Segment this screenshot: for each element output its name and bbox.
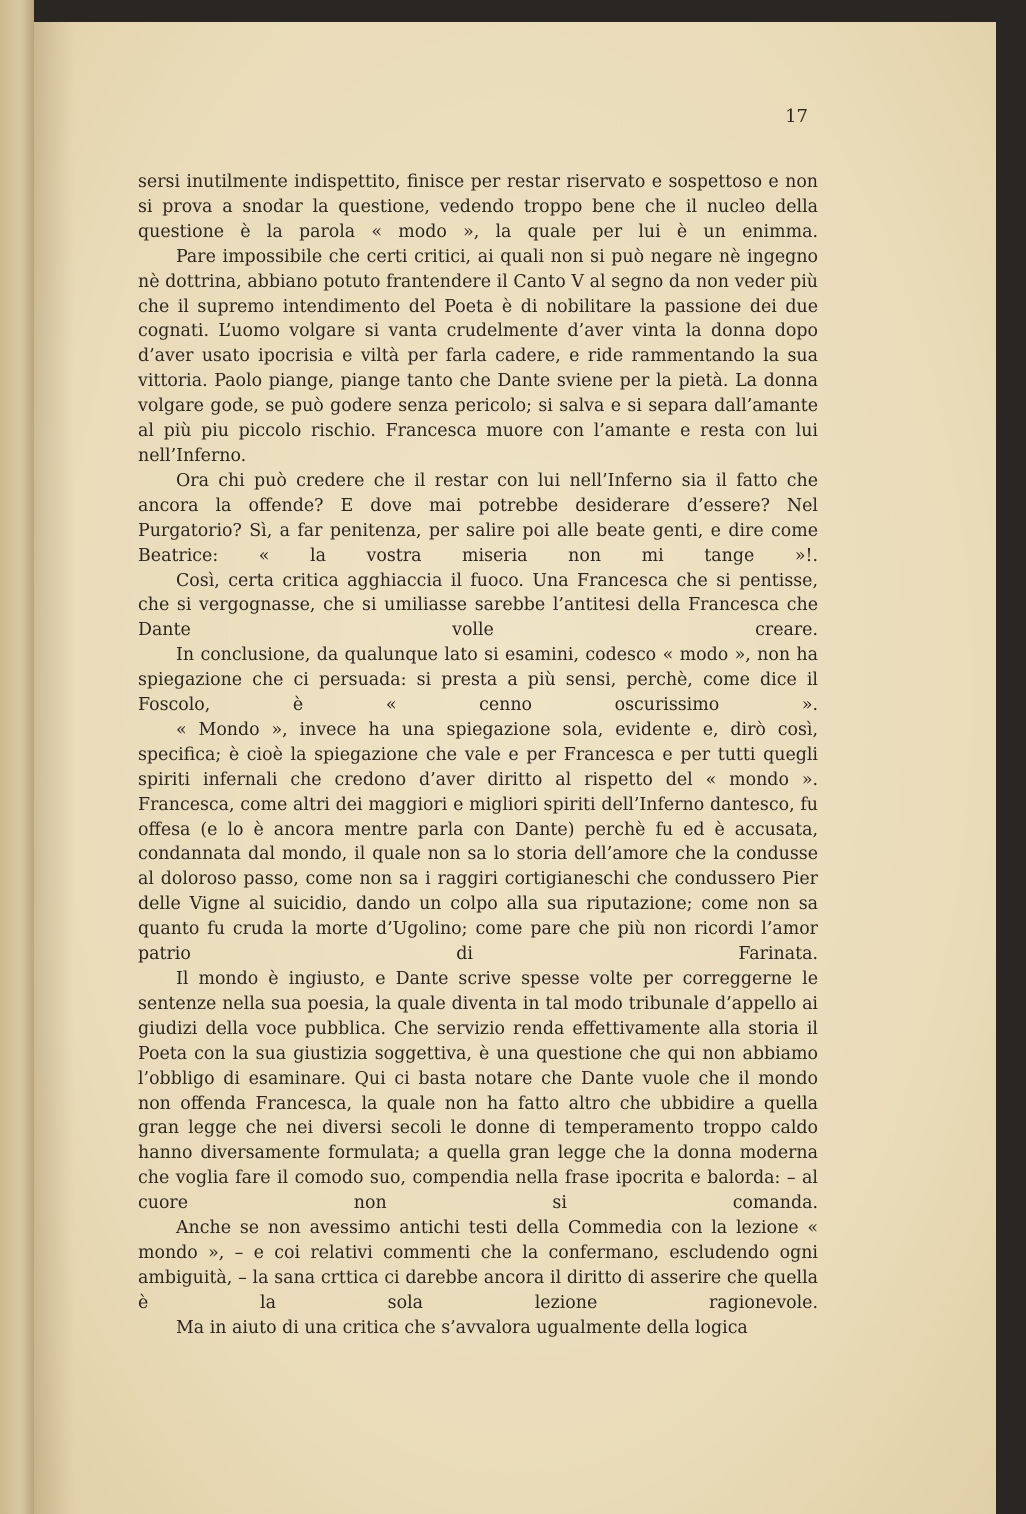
paragraph: Ma in aiuto di una critica che s’avvalora ugualmente della logica: [176, 1317, 748, 1338]
paragraph: Ora chi può credere che il restar con lui nell’Inferno sia il fatto che ancora la offende? E dove mai potrebbe desiderare d’essere? Nel Purgatorio? Sì, a far penitenza, per salire poi alle beate genti, e dire come Beatrice: « la vostra miseria non mi tange »!.: [138, 470, 818, 566]
paragraph: sersi inutilmente indispettito, finisce per restar riservato e sospettoso e non si prova a snodar la questione, vedendo troppo bene che il nucleo della questione è la parola « modo », la quale per lui è un enimma.: [138, 172, 818, 242]
paragraph: Così, certa critica agghiaccia il fuoco. Una Francesca che si pentisse, che si vergognasse, che si umiliasse sarebbe l’antitesi della Francesca che Dante volle creare.: [138, 570, 818, 641]
gutter-shadow: [34, 22, 74, 1514]
page-number: 17: [785, 106, 808, 127]
paragraph: Il mondo è ingiusto, e Dante scrive spesse volte per correggerne le sentenze nella sua poesia, la quale diventa in tal modo tribunale d’appello ai giudizi della voce pubblica. Che servizio renda effettivamente alla storia il Poeta con la sua giustizia soggettiva, è una questione che qui non abbiamo l’obbligo di esaminare. Qui ci basta notare che Dante vuole che il mondo non offenda Francesca, la quale non ha fatto altro che ubbidire a quella gran legge che nei diversi secoli le donne di temperamento troppo caldo hanno diversamente formulata; a quella gran legge che la donna moderna che voglia fare il comodo suo, compendia nella frase ipocrita e balorda: – al cuore non si comanda.: [138, 969, 818, 1214]
paragraph: Anche se non avessimo antichi testi della Commedia con la lezione « mondo », – e coi relativi commenti che la confermano, escludendo ogni ambiguità, – la sana crttica ci darebbe ancora il diritto di asserire che quella è la sola lezione ragionevole.: [138, 1218, 818, 1313]
paragraph: « Mondo », invece ha una spiegazione sola, evidente e, dirò così, specifica; è cioè la spiegazione che vale e per Francesca e per tutti quegli spiriti infernali che credono d’aver diritto al rispetto del « mondo ». Francesca, come altri dei maggiori e migliori spiriti dell’Inferno dantesco, fu offesa (e lo è ancora mentre parla con Dante) perchè fu ed è accusata, condannata dal mondo, il quale non sa lo storia dell’amore che la condusse al doloroso passo, come non sa i raggiri cortigianeschi che condussero Pier delle Vigne al suicidio, dando un colpo alla sua riputazione; come non sa quanto fu cruda la morte d’Ugolino; come pare che più non ricordi l’amor patrio di Farinata.: [138, 719, 818, 965]
book-page: [34, 22, 996, 1514]
paragraph: In conclusione, da qualunque lato si esamini, codesco « modo », non ha spiegazione che ci persuada: si presta a più sensi, perchè, come dice il Foscolo, è « cenno oscurissimo ».: [138, 645, 818, 716]
previous-page-edge: [0, 0, 34, 1514]
body-text: [138, 170, 818, 1341]
paragraph: Pare impossibile che certi critici, ai quali non si può negare nè ingegno nè dottrina, abbiano potuto frantendere il Canto V al segno da non veder più che il supremo intendimento del Poeta è di nobilitare la passione dei due cognati. L’uomo volgare si vanta crudelmente d’aver vinta la donna dopo d’aver usato ipocrisia e viltà per farla cadere, e ride rammentando la sua vittoria. Paolo piange, piange tanto che Dante sviene per la pietà. La donna volgare gode, se può godere senza pericolo; si salva e si separa dall’amante al più piu piccolo rischio. Francesca muore con l’amante e resta con lui nell’Inferno.: [138, 246, 818, 466]
